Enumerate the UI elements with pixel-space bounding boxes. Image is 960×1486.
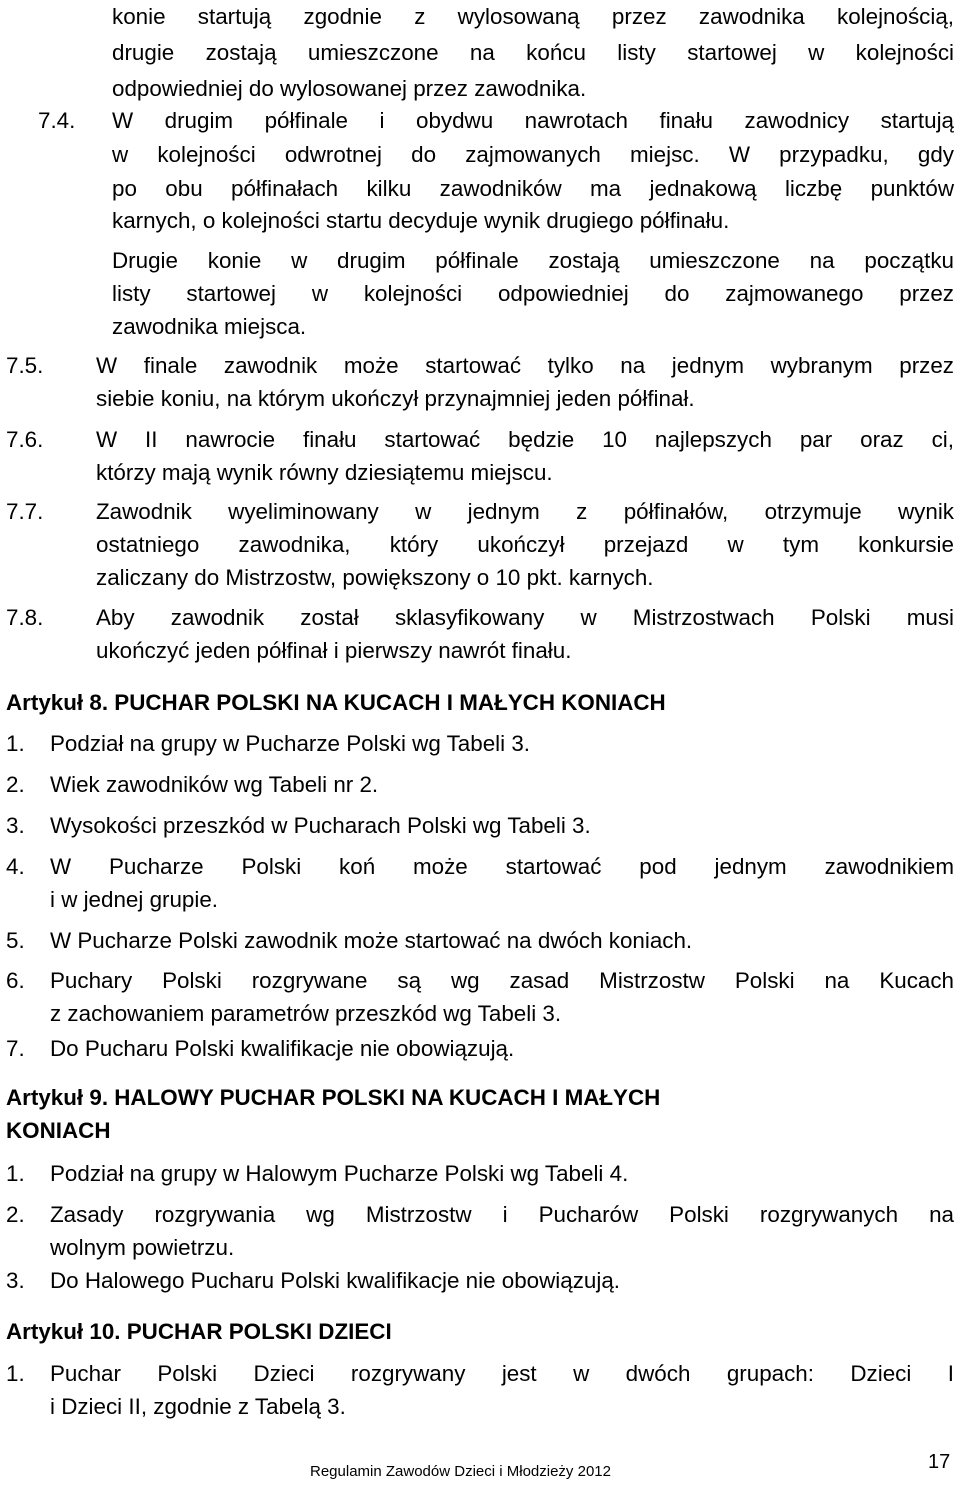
paragraph-line: zawodnika miejsca.: [112, 314, 307, 339]
page-footer: Regulamin Zawodów Dzieci i Młodzieży 2012: [310, 1463, 611, 1480]
article-heading-continuation: KONIACH: [6, 1118, 111, 1143]
list-number: 5.: [6, 928, 25, 953]
section-number: 7.8.: [6, 605, 44, 630]
list-item-text: i w jednej grupie.: [50, 887, 219, 912]
list-number: 2.: [6, 1202, 25, 1227]
paragraph-line: Drugie konie w drugim półfinale zostają umieszczone na początku: [112, 248, 954, 273]
list-number: 1.: [6, 731, 25, 756]
paragraph-line: siebie koniu, na którym ukończył przynajmniej jeden półfinał.: [96, 386, 695, 411]
paragraph-line: W II nawrocie finału startować będzie 10 najlepszych par oraz ci,: [96, 427, 954, 452]
list-item-text: Puchary Polski rozgrywane są wg zasad Mistrzostw Polski na Kucach: [50, 968, 954, 993]
article-heading: Artykuł 10. PUCHAR POLSKI DZIECI: [6, 1319, 392, 1344]
list-item-text: Podział na grupy w Halowym Pucharze Polski wg Tabeli 4.: [50, 1161, 629, 1186]
list-item-text: i Dzieci II, zgodnie z Tabelą 3.: [50, 1394, 346, 1419]
list-item-text: wolnym powietrzu.: [50, 1235, 235, 1260]
paragraph-line: drugie zostają umieszczone na końcu listy startowej w kolejności: [112, 40, 954, 65]
list-number: 1.: [6, 1161, 25, 1186]
paragraph-line: karnych, o kolejności startu decyduje wynik drugiego półfinału.: [112, 208, 730, 233]
list-number: 2.: [6, 772, 25, 797]
list-number: 6.: [6, 968, 25, 993]
paragraph-line: ostatniego zawodnika, który ukończył przejazd w tym konkursie: [96, 532, 954, 557]
list-number: 1.: [6, 1361, 25, 1386]
list-item-text: Podział na grupy w Pucharze Polski wg Tabeli 3.: [50, 731, 530, 756]
list-number: 7.: [6, 1036, 25, 1061]
paragraph-line: którzy mają wynik równy dziesiątemu miejscu.: [96, 460, 553, 485]
page-number: 17: [928, 1451, 951, 1473]
article-heading: Artykuł 9. HALOWY PUCHAR POLSKI NA KUCACH I MAŁYCH: [6, 1085, 661, 1110]
list-number: 3.: [6, 813, 25, 838]
paragraph-line: W finale zawodnik może startować tylko na jednym wybranym przez: [96, 353, 954, 378]
paragraph-line: po obu półfinałach kilku zawodników ma jednakową liczbę punktów: [112, 176, 954, 201]
paragraph-line: Zawodnik wyeliminowany w jednym z półfinałów, otrzymuje wynik: [96, 499, 954, 524]
list-item-text: W Pucharze Polski zawodnik może startować na dwóch koniach.: [50, 928, 693, 953]
list-number: 3.: [6, 1268, 25, 1293]
paragraph-line: listy startowej w kolejności odpowiedniej do zajmowanego przez: [112, 281, 954, 306]
list-item-text: W Pucharze Polski koń może startować pod jednym zawodnikiem: [50, 854, 954, 879]
section-number: 7.7.: [6, 499, 44, 524]
paragraph-line: konie startują zgodnie z wylosowaną przez zawodnika kolejnością,: [112, 4, 954, 29]
paragraph-line: ukończyć jeden półfinał i pierwszy nawrót finału.: [96, 638, 572, 663]
paragraph-line: zaliczany do Mistrzostw, powiększony o 10 pkt. karnych.: [96, 565, 654, 590]
list-item-text: Do Pucharu Polski kwalifikacje nie obowiązują.: [50, 1036, 515, 1061]
list-item-text: Wiek zawodników wg Tabeli nr 2.: [50, 772, 379, 797]
article-heading: Artykuł 8. PUCHAR POLSKI NA KUCACH I MAŁYCH KONIACH: [6, 690, 666, 715]
paragraph-line: odpowiedniej do wylosowanej przez zawodnika.: [112, 76, 587, 101]
list-item-text: Puchar Polski Dzieci rozgrywany jest w dwóch grupach: Dzieci I: [50, 1361, 954, 1386]
section-number: 7.4.: [38, 108, 76, 133]
paragraph-line: w kolejności odwrotnej do zajmowanych miejsc. W przypadku, gdy: [112, 142, 954, 167]
section-number: 7.6.: [6, 427, 44, 452]
paragraph-line: W drugim półfinale i obydwu nawrotach finału zawodnicy startują: [112, 108, 954, 133]
list-item-text: Do Halowego Pucharu Polski kwalifikacje nie obowiązują.: [50, 1268, 621, 1293]
list-item-text: Zasady rozgrywania wg Mistrzostw i Pucharów Polski rozgrywanych na: [50, 1202, 954, 1227]
list-item-text: z zachowaniem parametrów przeszkód wg Tabeli 3.: [50, 1001, 562, 1026]
list-item-text: Wysokości przeszkód w Pucharach Polski wg Tabeli 3.: [50, 813, 591, 838]
section-number: 7.5.: [6, 353, 44, 378]
list-number: 4.: [6, 854, 25, 879]
paragraph-line: Aby zawodnik został sklasyfikowany w Mistrzostwach Polski musi: [96, 605, 954, 630]
